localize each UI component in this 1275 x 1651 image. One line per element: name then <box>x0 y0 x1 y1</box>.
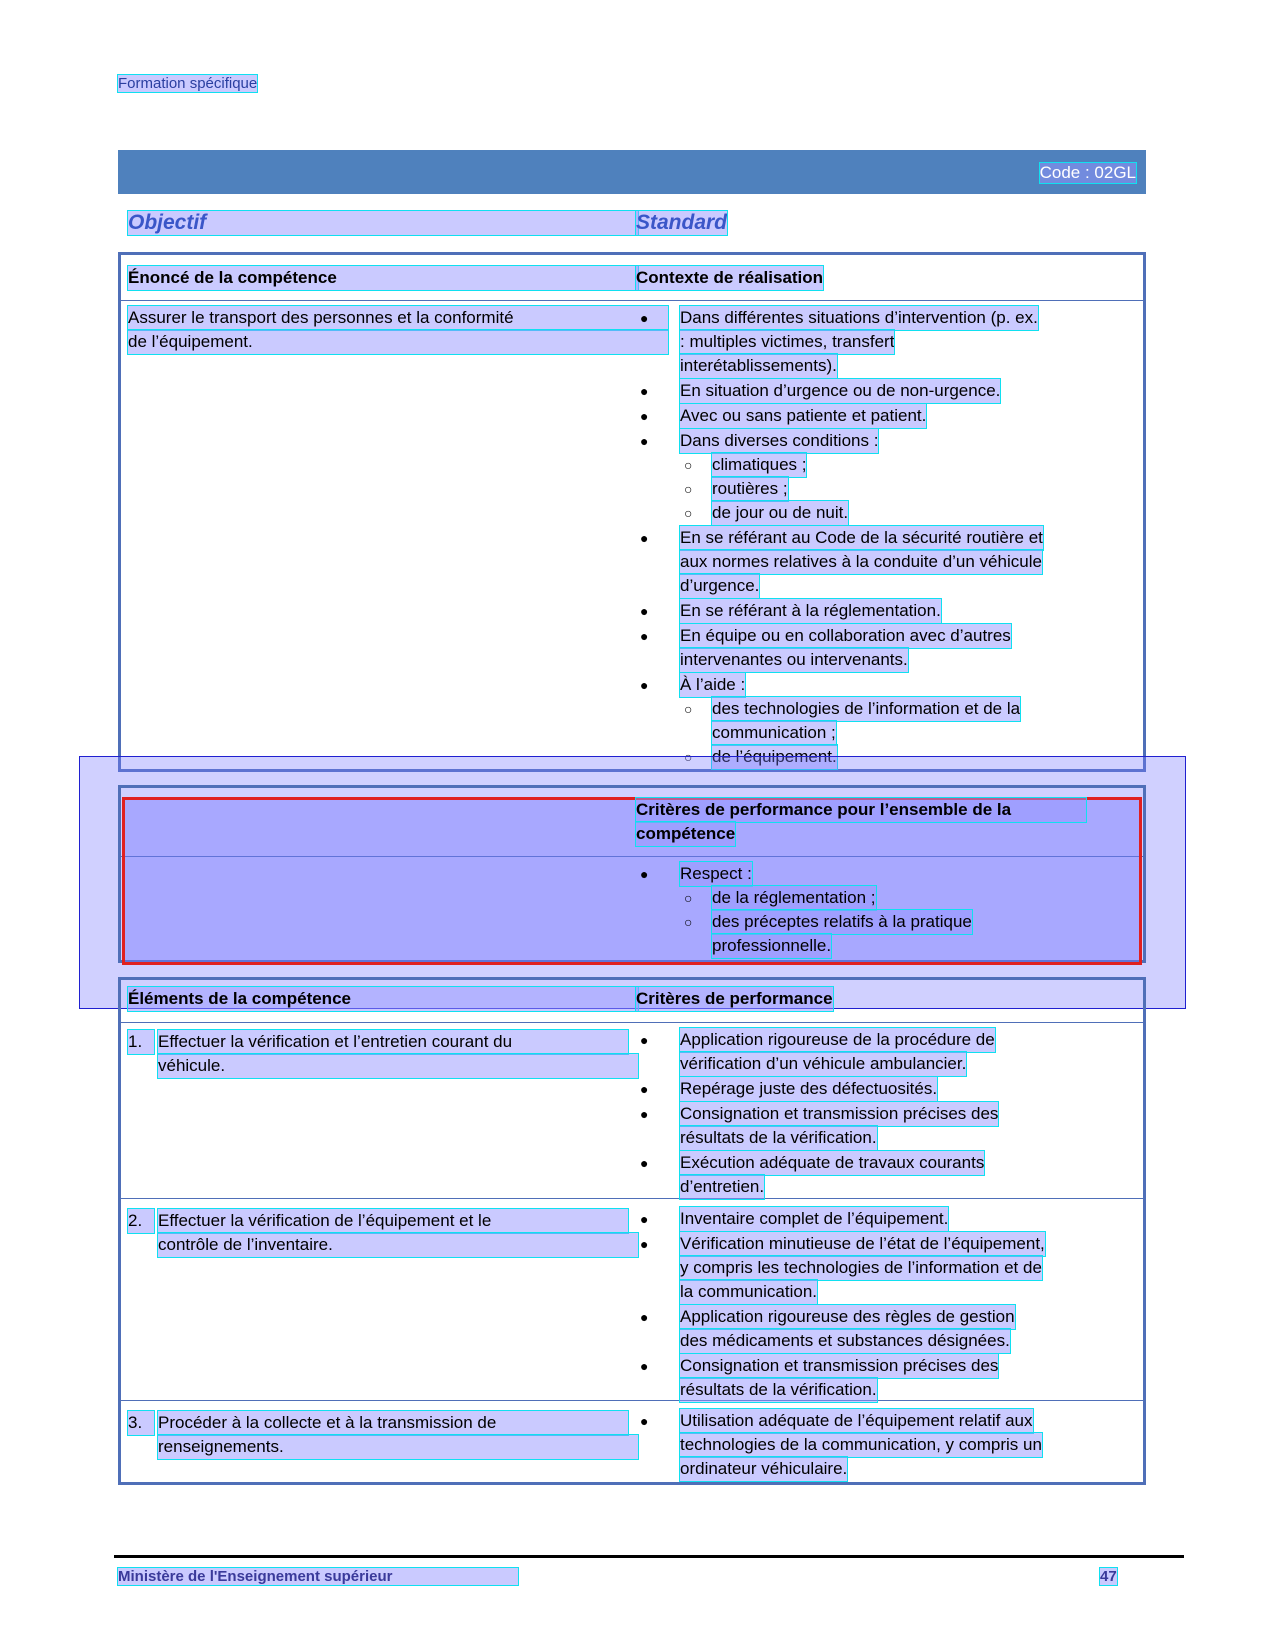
bullet-icon: ● <box>640 866 649 882</box>
sub-bullet-icon: ○ <box>684 890 693 906</box>
elements-heading: Éléments de la compétence <box>128 987 638 1011</box>
context-item-line: En se référant au Code de la sécurité routière et <box>680 526 1043 550</box>
footer-rule <box>114 1555 1184 1558</box>
bullet-icon: ● <box>640 1081 649 1097</box>
criterion-line: Consignation et transmission précises des <box>680 1354 998 1378</box>
criterion-line: la communication. <box>680 1280 817 1304</box>
sub-bullet-icon: ○ <box>684 914 693 930</box>
context-subitem-line: communication ; <box>712 721 836 745</box>
context-subitem-line: de l’équipement. <box>712 745 837 769</box>
page-number: 47 <box>1100 1568 1117 1585</box>
criterion-line: d’entretien. <box>680 1175 764 1199</box>
footer-ministry: Ministère de l'Enseignement supérieur <box>118 1568 518 1585</box>
respect-subitem-line: professionnelle. <box>712 934 831 958</box>
statement-heading: Énoncé de la compétence <box>128 266 638 290</box>
context-item-line: interétablissements). <box>680 354 837 378</box>
criterion-line: résultats de la vérification. <box>680 1126 877 1150</box>
bullet-icon: ● <box>640 1309 649 1325</box>
context-subitem-line: des technologies de l’information et de la <box>712 697 1020 721</box>
bullet-icon: ● <box>640 1032 649 1048</box>
running-header: Formation spécifique <box>118 75 258 92</box>
sub-bullet-icon: ○ <box>684 701 693 717</box>
criterion-line: y compris les technologies de l’information et de <box>680 1256 1042 1280</box>
context-item-line: En équipe ou en collaboration avec d’autres <box>680 624 1011 648</box>
element-text-line: Effectuer la vérification et l’entretien courant du <box>158 1030 628 1054</box>
bullet-icon: ● <box>640 1358 649 1374</box>
element-number: 2. <box>128 1209 154 1233</box>
bullet-icon: ● <box>640 1106 649 1122</box>
overall-criteria-heading: Critères de performance pour l’ensemble de la <box>636 798 1086 822</box>
context-item-line: En situation d’urgence ou de non-urgence. <box>680 379 1000 403</box>
bullet-icon: ● <box>640 1413 649 1429</box>
context-item-line: Dans différentes situations d’intervention (p. ex. <box>680 306 1038 330</box>
bullet-icon: ● <box>640 383 649 399</box>
bullet-icon: ● <box>640 1211 649 1227</box>
criterion-line: Application rigoureuse de la procédure de <box>680 1028 995 1052</box>
sub-bullet-icon: ○ <box>684 505 693 521</box>
criterion-line: Inventaire complet de l’équipement. <box>680 1207 948 1231</box>
criterion-line: des médicaments et substances désignées. <box>680 1329 1010 1353</box>
bullet-icon: ● <box>640 1155 649 1171</box>
element-text-line: renseignements. <box>158 1435 638 1459</box>
highlighted-region <box>122 797 1142 965</box>
element-text-line: contrôle de l’inventaire. <box>158 1233 638 1257</box>
context-subitem-line: de jour ou de nuit. <box>712 501 848 525</box>
criterion-line: résultats de la vérification. <box>680 1378 877 1402</box>
criterion-line: Vérification minutieuse de l’état de l’équipement, <box>680 1232 1045 1256</box>
element-number: 3. <box>128 1411 154 1435</box>
element-text-line: Effectuer la vérification de l’équipement et le <box>158 1209 628 1233</box>
context-item-line: intervenantes ou intervenants. <box>680 648 908 672</box>
statement-line: de l’équipement. <box>128 330 668 354</box>
context-item-line: d’urgence. <box>680 574 759 598</box>
context-heading: Contexte de réalisation <box>636 266 823 290</box>
context-item-line: En se référant à la réglementation. <box>680 599 941 623</box>
element-number: 1. <box>128 1030 154 1054</box>
bullet-icon: ● <box>640 530 649 546</box>
overall-criteria-heading: compétence <box>636 822 735 846</box>
row-separator <box>121 1400 1143 1401</box>
statement-line: Assurer le transport des personnes et la conformité <box>128 306 668 330</box>
criterion-line: vérification d’un véhicule ambulancier. <box>680 1052 966 1076</box>
criteria-heading: Critères de performance <box>636 987 833 1011</box>
context-item-line: Avec ou sans patiente et patient. <box>680 404 926 428</box>
bullet-icon: ● <box>640 433 649 449</box>
sub-bullet-icon: ○ <box>684 749 693 765</box>
context-item-line: aux normes relatives à la conduite d’un véhicule <box>680 550 1042 574</box>
respect-subitem-line: de la réglementation ; <box>712 886 876 910</box>
criterion-line: technologies de la communication, y compris un <box>680 1433 1042 1457</box>
context-subitem-line: routières ; <box>712 477 788 501</box>
standard-heading: Standard <box>636 211 728 234</box>
context-item-line: À l’aide : <box>680 673 745 697</box>
bullet-icon: ● <box>640 1236 649 1252</box>
bullet-icon: ● <box>640 310 649 326</box>
criterion-line: Application rigoureuse des règles de gestion <box>680 1305 1015 1329</box>
row-separator <box>121 300 1143 301</box>
bullet-icon: ● <box>640 408 649 424</box>
criterion-line: Consignation et transmission précises des <box>680 1102 998 1126</box>
criterion-line: Exécution adéquate de travaux courants <box>680 1151 984 1175</box>
code-bar <box>118 150 1146 194</box>
bullet-icon: ● <box>640 677 649 693</box>
bullet-icon: ● <box>640 628 649 644</box>
criterion-line: Repérage juste des défectuosités. <box>680 1077 937 1101</box>
competency-code: Code : 02GL <box>1039 163 1136 182</box>
objectif-heading: Objectif <box>128 211 638 235</box>
context-item-line: : multiples victimes, transfert <box>680 330 894 354</box>
criterion-line: ordinateur véhiculaire. <box>680 1457 847 1481</box>
criterion-line: Utilisation adéquate de l’équipement relatif aux <box>680 1409 1033 1433</box>
context-subitem-line: climatiques ; <box>712 453 806 477</box>
sub-bullet-icon: ○ <box>684 481 693 497</box>
bullet-icon: ● <box>640 603 649 619</box>
context-item-line: Dans diverses conditions : <box>680 429 878 453</box>
element-text-line: véhicule. <box>158 1054 638 1078</box>
row-separator <box>121 1022 1143 1023</box>
respect-item: Respect : <box>680 862 752 886</box>
element-text-line: Procéder à la collecte et à la transmission de <box>158 1411 628 1435</box>
sub-bullet-icon: ○ <box>684 457 693 473</box>
row-separator <box>121 1198 1143 1199</box>
respect-subitem-line: des préceptes relatifs à la pratique <box>712 910 972 934</box>
